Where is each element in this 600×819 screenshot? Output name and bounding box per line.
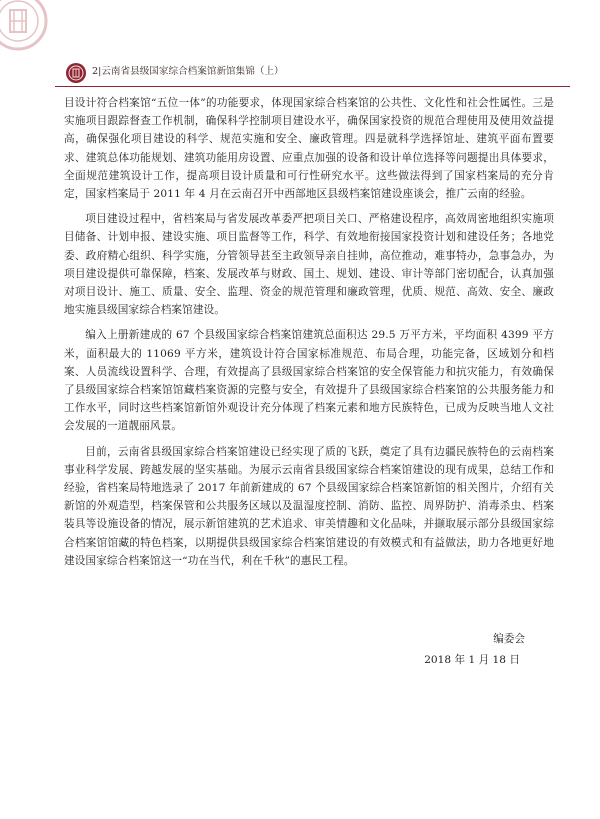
header-rule (55, 86, 570, 87)
paragraph-1: 目设计符合档案馆“五位一体”的功能要求，体现国家综合档案馆的公共性、文化性和社会性属性。三是实施项目跟踪督查工作机制，确保科学控制项目建设水平，确保国家投资的规范合理使用及使用效益提高，确保强化项目建设的科学、规范实施和安全、廉政管理。四是就科学选择馆址、建筑平面布置要求、建筑总体功能规划、建筑功能用房设置、应重点加强的设备和设计单位选择等问题提出具体要求，全面规范建筑设计工作，提高项目设计质量和可行性研究水平。这些做法得到了国家档案局的充分肯定，国家档案局于 2011 年 4 月在云南召开中西部地区县级档案馆建设座谈会，推广云南的经验。 (64, 97, 554, 201)
paragraph-2: 项目建设过程中，省档案局与省发展改革委严把项目关口、严格建设程序，高效周密地组织实施项目储备、计划申报、建设实施、项目监督等工作，科学、有效地衔接国家投资计划和建设任务；各地党委、政府精心组织、科学实施，分管领导甚至主政领导亲自挂帅，高位推动，难事特办，急事急办，为项目建设提供可靠保障，档案、发展改革与财政、国土、规划、建设、审计等部门密切配合，认真加强对项目设计、施工、质量、安全、监理、资金的规范管理和廉政管理，优质、规范、高效、安全、廉政地实施县级国家综合档案馆建设。 (64, 213, 554, 317)
running-header (92, 64, 284, 80)
signature-date: 2018 年 1 月 18 日 (424, 654, 520, 666)
page-number: 2 (92, 66, 99, 77)
archive-seal-icon (0, 0, 50, 56)
archive-badge-icon (65, 62, 87, 84)
body-text (64, 94, 554, 577)
page-header (55, 62, 570, 84)
signature: 编委会 (493, 633, 525, 645)
paragraph-4: 目前，云南省县级国家综合档案馆建设已经实现了质的飞跃，奠定了具有边疆民族特色的云南档案事业科学发展、跨越发展的坚实基础。为展示云南省县级国家综合档案馆建设的现有成果，总结工作和经验，省档案局特地选录了 2017 年前新建成的 67 个县级国家综合档案馆新馆的相关图片，介绍有关新馆的外观造型，档案保管和公共服务区域以及温湿度控制、消防、监控、周界防护、消毒杀虫、档案装具等设施设备的情况，展示新馆建筑的艺术追求、审美情趣和文化品味，并撷取展示部分县级国家综合档案馆馆藏的特色档案，以期提供县级国家综合档案馆建设的有效模式和有益做法，助力各地更好地建设国家综合档案馆这一“功在当代，利在千秋”的惠民工程。 (64, 445, 554, 567)
paragraph-3: 编入上册新建成的 67 个县级国家综合档案馆建筑总面积达 29.5 万平方米，平均面积 4399 平方米，面积最大的 11069 平方米，建筑设计符合国家标准规范、布局合理，功能完备，区域划分和档案、人员流线设置科学、合理，有效提高了县级国家综合档案馆的安全保管能力和抗灾能力，有效确保了县级国家综合档案馆馆藏档案资源的完整与安全，有效提升了县级国家综合档案馆的公共服务能力和工作水平，同时这些档案馆新馆外观设计充分体现了档案元素和地方民族特色，已成为反映当地人文社会发展的一道靓丽风景。 (64, 329, 554, 433)
header-separator: | (98, 66, 102, 77)
book-title: 云南省县级国家综合档案馆新馆集锦（上） (101, 66, 284, 77)
